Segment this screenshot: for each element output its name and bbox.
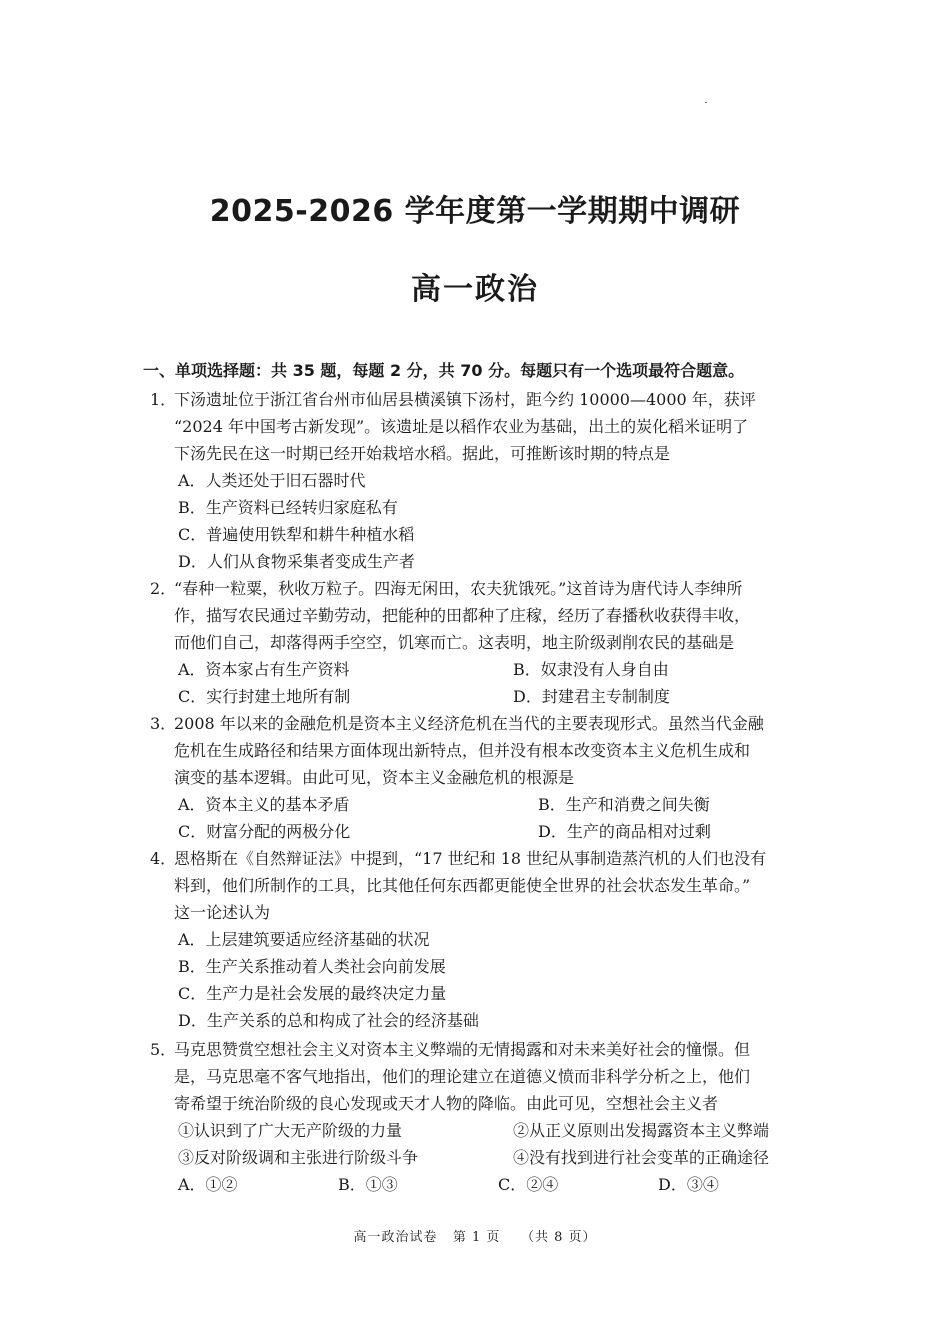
option-c: C．②④ (498, 1175, 559, 1194)
question-4 (150, 845, 810, 1034)
statement-1: ①认识到了广大无产阶级的力量 (178, 1121, 403, 1140)
stem-line: 料到，他们所制作的工具，比其他任何东西都更能使全世界的社会状态发生革命。” (174, 876, 751, 895)
option-a: A．资本家占有生产资料 (178, 660, 350, 679)
option-b: B．①③ (338, 1175, 398, 1194)
stem-line: “2024 年中国考古新发现”。该遗址是以稻作农业为基础，出土的炭化稻米证明了 (174, 417, 749, 436)
stem-line: 下汤先民在这一时期已经开始栽培水稻。据此，可推断该时期的特点是 (174, 444, 671, 463)
stem-line: 而他们自己，却落得两手空空，饥寒而亡。这表明，地主阶级剥削农民的基础是 (174, 633, 735, 652)
option-a: A．上层建筑要适应经济基础的状况 (178, 930, 430, 949)
stem-line: 寄希望于统治阶级的良心发现或天才人物的降临。由此可见，空想社会主义者 (174, 1094, 719, 1113)
option-a: A．资本主义的基本矛盾 (178, 795, 350, 814)
question-1 (150, 386, 810, 575)
question-3 (150, 710, 810, 845)
question-2 (150, 575, 810, 710)
statement-2: ②从正义原则出发揭露资本主义弊端 (513, 1121, 770, 1140)
question-number: 3． (150, 714, 177, 733)
stem-line: 作，描写农民通过辛勤劳动，把能种的田都种了庄稼，经历了春播秋收获得丰收， (174, 606, 751, 625)
stem-line: 演变的基本逻辑。由此可见，资本主义金融危机的根源是 (174, 768, 575, 787)
option-c: C．财富分配的两极分化 (178, 822, 351, 841)
stem-line: 恩格斯在《自然辩证法》中提到，“17 世纪和 18 世纪从事制造蒸汽机的人们也没有 (174, 849, 767, 868)
exam-title: 2025-2026 学年度第一学期期中调研 (209, 194, 741, 229)
page-footer: 高一政治试卷 第 1 页 （共 8 页） (353, 1230, 597, 1245)
option-b: B．奴隶没有人身自由 (513, 660, 669, 679)
option-list (178, 926, 810, 1034)
stem-line: “春种一粒粟，秋收万粒子。四海无闲田，农夫犹饿死。”这首诗为唐代诗人李绅所 (174, 579, 743, 598)
exam-subject: 高一政治 (411, 272, 539, 307)
option-b: B．生产资料已经转归家庭私有 (178, 498, 398, 517)
question-stem (174, 386, 810, 467)
option-a: A．①② (178, 1175, 238, 1194)
option-d: D．③④ (658, 1175, 719, 1194)
option-d: D．生产关系的总和构成了社会的经济基础 (178, 1011, 479, 1030)
option-b: B．生产关系推动着人类社会向前发展 (178, 957, 446, 976)
option-c: C．生产力是社会发展的最终决定力量 (178, 984, 447, 1003)
option-list (178, 791, 810, 845)
option-c: C．实行封建土地所有制 (178, 687, 351, 706)
stem-line: 下汤遗址位于浙江省台州市仙居县横溪镇下汤村，距今约 10000—4000 年，获评 (174, 390, 756, 409)
stem-line: 危机在生成路径和结果方面体现出新特点，但并没有根本改变资本主义危机生成和 (174, 741, 751, 760)
option-b: B．生产和消费之间失衡 (538, 795, 710, 814)
stem-line: 这一论述认为 (174, 903, 271, 922)
question-stem (174, 575, 810, 656)
question-stem (174, 710, 810, 791)
question-number: 5． (150, 1040, 177, 1059)
statement-list (178, 1117, 810, 1198)
option-d: D．人们从食物采集者变成生产者 (178, 552, 415, 571)
option-d: D．生产的商品相对过剩 (538, 822, 711, 841)
stem-line: 是，马克思毫不客气地指出，他们的理论建立在道德义愤而非科学分析之上，他们 (174, 1067, 751, 1086)
option-list (178, 656, 810, 710)
statement-4: ④没有找到进行社会变革的正确途径 (513, 1148, 770, 1167)
statement-3: ③反对阶级调和主张进行阶级斗争 (178, 1148, 419, 1167)
option-a: A．人类还处于旧石器时代 (178, 471, 366, 490)
question-stem (174, 845, 810, 926)
question-stem (174, 1036, 810, 1117)
option-list (178, 467, 810, 575)
question-5 (150, 1036, 810, 1198)
question-number: 1． (150, 390, 177, 409)
option-d: D．封建君主专制制度 (513, 687, 670, 706)
option-c: C．普遍使用铁犁和耕牛种植水稻 (178, 525, 415, 544)
question-number: 2． (150, 579, 177, 598)
option-list (178, 1171, 810, 1198)
stem-line: 2008 年以来的金融危机是资本主义经济危机在当代的主要表现形式。虽然当代金融 (174, 714, 764, 733)
stem-line: 马克思赞赏空想社会主义对资本主义弊端的无情揭露和对未来美好社会的憧憬。但 (174, 1040, 751, 1059)
section-heading: 一、单项选择题：共 35 题，每题 2 分，共 70 分。每题只有一个选项最符合题意。 (143, 361, 745, 380)
question-number: 4． (150, 849, 177, 868)
scan-speck (705, 102, 707, 103)
